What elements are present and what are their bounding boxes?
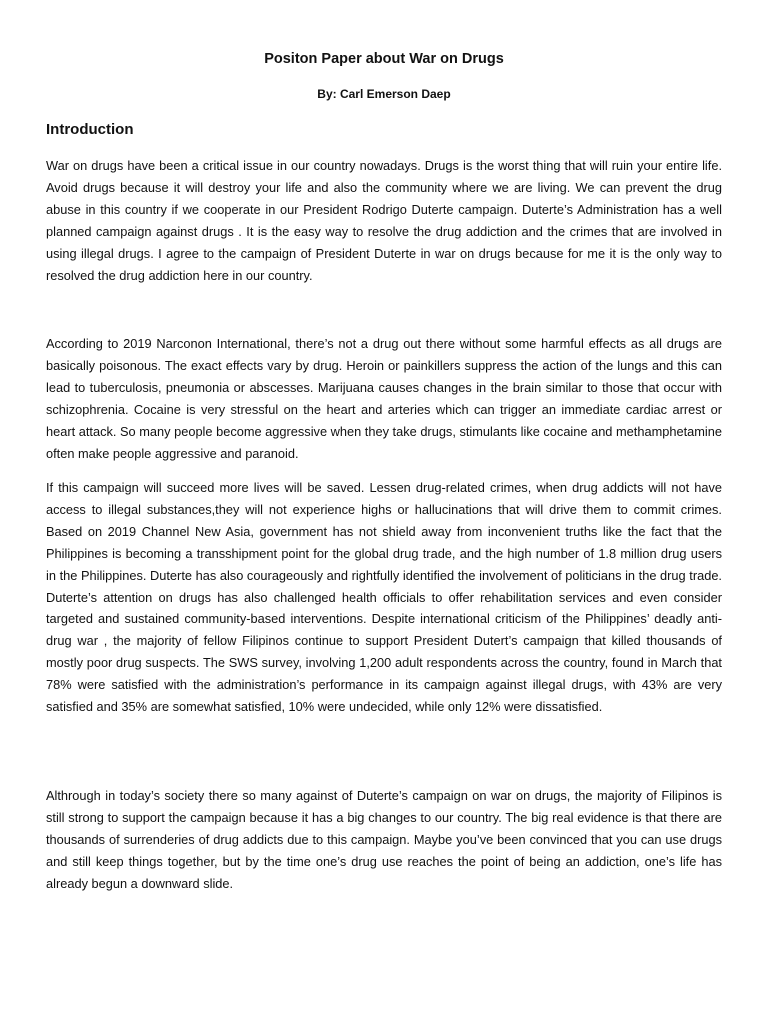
document-title: Positon Paper about War on Drugs	[264, 51, 504, 67]
paragraph-3: If this campaign will succeed more lives will be saved. Lessen drug-related crimes, when drug addicts will not have access to illegal substances,they will not experience highs or hallucinations that will drive them to commit crimes. Based on 2019 Channel New Asia, government has not shield away from inconvenient truths like the fact that the Philippines is becoming a transshipment point for the global drug trade, and the high number of 1.8 million drug users in the Philippines. Duterte has also courageously and rightfully identified the involvement of politicians in the drug trade. Duterte’s attention on drugs has also challenged health officials to offer rehabilitation services and even consider targeted and sustained community-based interventions. Despite international criticism of the Philippines’ deadly anti-drug war , the majority of fellow Filipinos continue to support President Dutert’s campaign that killed thousands of mostly poor drug suspects. The SWS survey, involving 1,200 adult respondents across the country, found in March that 78% were satisfied with the administration’s performance in its campaign against illegal drugs, with 43% are very satisfied and 35% are somewhat satisfied, 10% were undecided, while only 12% were dissatisfied.	[46, 480, 722, 715]
paragraph-1: War on drugs have been a critical issue in our country nowadays. Drugs is the worst thing that will ruin your entire life. Avoid drugs because it will destroy your life and also the community where we are living. We can prevent the drug abuse in this country if we cooperate in our President Rodrigo Duterte campaign. Duterte’s Administration has a well planned campaign against drugs . It is the easy way to resolve the drug addiction and the crimes that are involved in using illegal drugs. I agree to the campaign of President Duterte in war on drugs because for me it is the only way to resolved the drug addiction here in our country.	[46, 158, 722, 283]
paragraph-4: Althrough in today’s society there so many against of Duterte’s campaign on war on drugs, the majority of Filipinos is still strong to support the campaign because it has a big changes to our country. The big real evidence is that there are thousands of surrenderies of drug addicts due to this campaign. Maybe you’ve been convinced that you can use drugs and still keep things together, but by the time one’s drug use reaches the point of being an addiction, one’s life has already begun a downward slide.	[46, 788, 722, 891]
paragraph-2: According to 2019 Narconon International, there’s not a drug out there without some harmful effects as all drugs are basically poisonous. The exact effects vary by drug. Heroin or painkillers suppress the action of the lungs and this can lead to tuberculosis, pneumonia or abscesses. Marijuana causes changes in the brain similar to those that occur with schizophrenia. Cocaine is very stressful on the heart and arteries which can trigger an immediate cardiac arrest or heart attack. So many people become aggressive when they take drugs, stimulants like cocaine and methamphetamine often make people aggressive and paranoid.	[46, 336, 722, 461]
section-heading: Introduction	[46, 121, 134, 138]
author-byline: By: Carl Emerson Daep	[317, 87, 451, 101]
